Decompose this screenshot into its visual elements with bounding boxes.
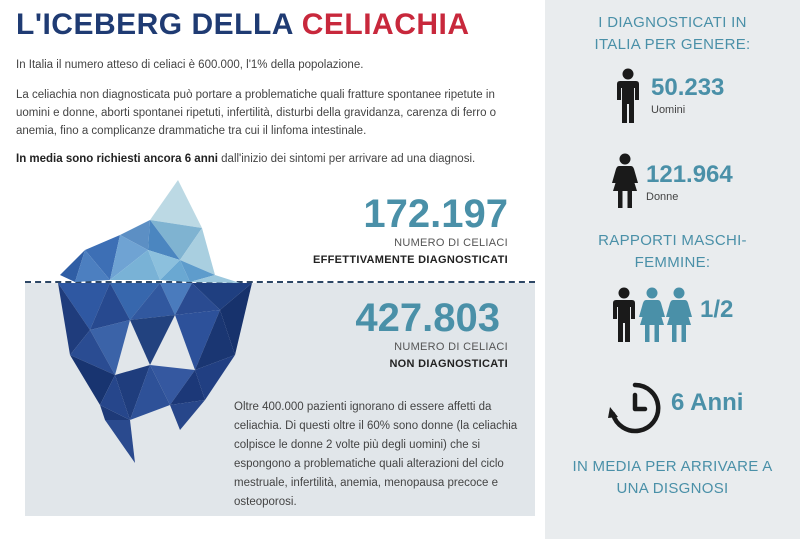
title-part-2: CELIACHIA	[301, 8, 470, 41]
intro-paragraph-1: In Italia il numero atteso di celiaci è 600.000, l'1% della popolazione.	[16, 59, 364, 71]
page-title	[16, 8, 470, 42]
woman-icon	[611, 153, 639, 209]
diagnosed-label-2: EFFETTIVAMENTE DIAGNOSTICATI	[313, 254, 508, 266]
sidebar-heading-ratio: RAPPORTI MASCHI-FEMMINE:	[598, 232, 747, 271]
iceberg-illustration	[30, 180, 260, 465]
sidebar-heading-gender: I DIAGNOSTICATI IN ITALIA PER GENERE:	[594, 14, 751, 53]
title-part-1: L'ICEBERG DELLA	[16, 8, 293, 41]
sidebar-heading-diagnosis: IN MEDIA PER ARRIVARE A UNA DISGNOSI	[572, 458, 773, 497]
intro-paragraph-3-bold: In media sono richiesti ancora 6 anni	[16, 153, 218, 165]
ratio-value: 1/2	[700, 296, 734, 323]
clock-icon	[607, 380, 663, 436]
women-number: 121.964	[646, 161, 733, 188]
sidebar	[545, 0, 800, 539]
ratio-man-icon	[611, 287, 637, 343]
years-value: 6 Anni	[671, 389, 744, 416]
men-label: Uomini	[651, 104, 686, 116]
undiagnosed-number: 427.803	[355, 296, 500, 340]
men-number: 50.233	[651, 74, 725, 101]
undiagnosed-description: Oltre 400.000 pazienti ignorano di essere affetti da celiachia. Di questi oltre il 60% sono donne (la celiachia colpisce le donne 2 volte più degli uomini) che si espongono a problematiche quali alterazioni del ciclo mestruale, infertilità, anemia, menopausa precoce e osteoporosi.	[234, 401, 518, 508]
intro-paragraph-3-rest: dall'inizio dei sintomi per arrivare ad una diagnosi.	[217, 153, 476, 165]
intro-paragraph-3	[16, 150, 531, 168]
women-label: Donne	[646, 191, 679, 203]
undiagnosed-label-2: NON DIAGNOSTICATI	[389, 358, 508, 370]
intro-paragraph-2: La celiachia non diagnosticata può portare a problematiche quali fratture spontanee ripetute in uomini e donne, aborti spontanei ripetuti, infertilità, disturbi della gravidanza, carenza di ferro o anemia, fino a complicanze drammatiche tra cui il linfoma intestinale.	[16, 89, 497, 137]
undiagnosed-label-1: NUMERO DI CELIACI	[394, 341, 508, 353]
ratio-woman-icon-1	[638, 287, 666, 343]
diagnosed-label-1: NUMERO DI CELIACI	[394, 237, 508, 249]
man-icon	[615, 68, 641, 124]
diagnosed-number: 172.197	[363, 192, 508, 236]
ratio-woman-icon-2	[665, 287, 693, 343]
